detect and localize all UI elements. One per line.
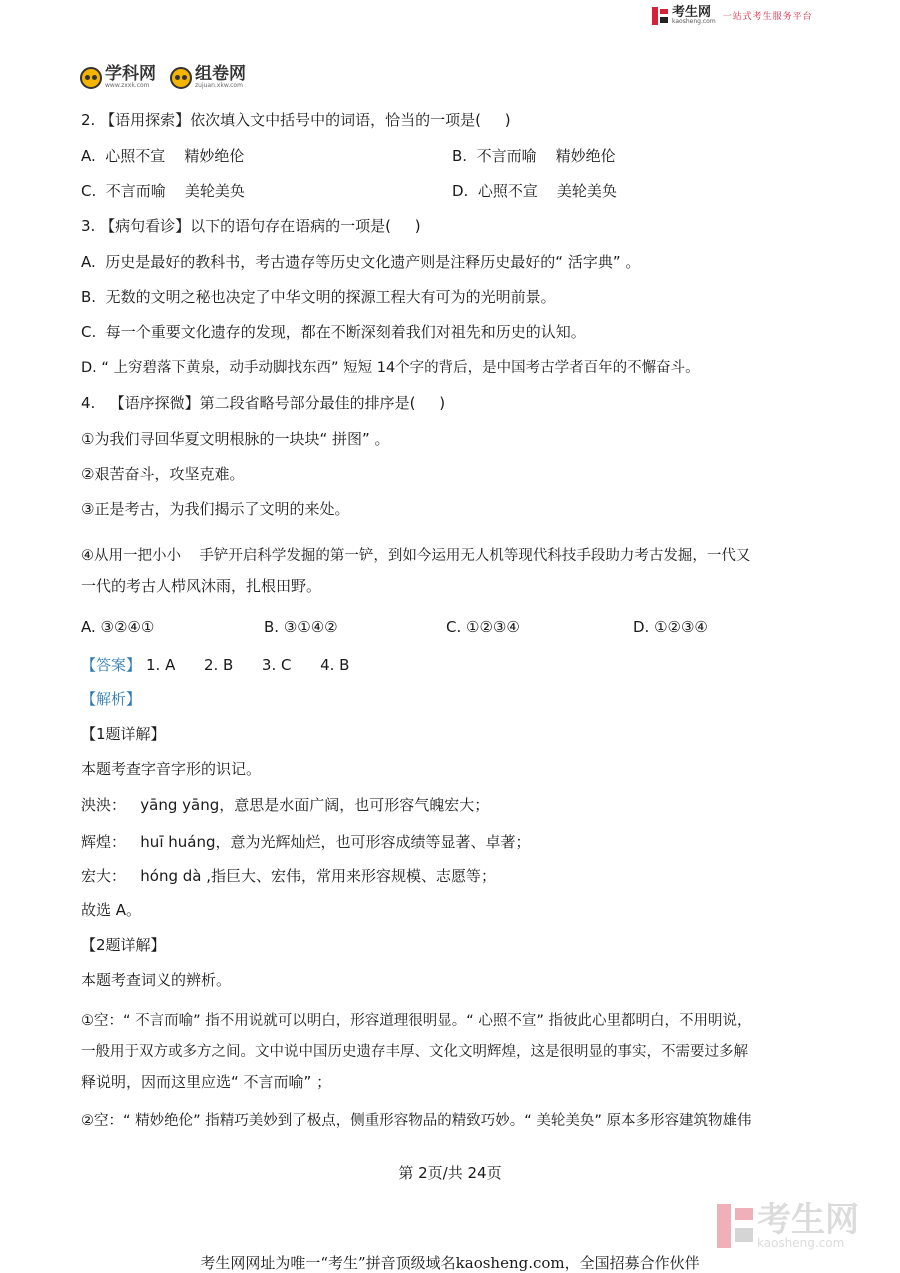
question-3-option-b: B. 无数的文明之秘也决定了中华文明的探源工程大有可为的光明前景。 <box>81 288 556 306</box>
kaosheng-brand <box>652 6 813 25</box>
question-4-item-4: ④从用一把小小 手铲开启科学发掘的第一铲，到如今运用无人机等现代科技手段助力考古发掘，一代又 <box>81 548 751 564</box>
zujuan-name: 组卷网 <box>195 64 246 84</box>
zujuan-url: zujuan.xkw.com <box>195 82 243 89</box>
zujuan-mascot-icon <box>170 67 192 89</box>
zxxk-name: 学科网 <box>105 64 156 84</box>
answer-values: 1. A 2. B 3. C 4. B <box>146 656 350 674</box>
question-3-stem: 3. 【病句看诊】以下的语句存在语病的一项是( ) <box>81 217 421 235</box>
q1-detail-word-2: 辉煌： huī huáng，意为光辉灿烂，也可形容成绩等显著、卓著； <box>81 833 531 851</box>
footer-text: 考生网网址为唯一“考生”拼音顶级域名kaosheng.com，全国招募合作伙伴 <box>200 1254 700 1272</box>
zxxk-logo <box>80 66 156 89</box>
question-4-stem: 4. 【语序探微】第二段省略号部分最佳的排序是( ) <box>81 394 446 412</box>
question-4-option-b: B. ③①④② <box>264 618 338 636</box>
zxxk-mascot-icon <box>80 67 102 89</box>
question-3-option-a: A. 历史是最好的教科书，考古遗存等历史文化遗产则是注释历史最好的“ 活字典” 。 <box>81 253 641 271</box>
q1-detail-word-1: 泱泱： yāng yāng，意思是水面广阔，也可形容气魄宏大； <box>81 796 490 814</box>
q2-detail-intro: 本题考查词义的辨析。 <box>81 971 232 989</box>
question-2-option-a: A. 心照不宣 精妙绝伦 <box>81 147 245 165</box>
brand-url: kaosheng.com <box>672 18 716 25</box>
q1-detail-word-3: 宏大： hóng dà ,指巨大、宏伟，常用来形容规模、志愿等； <box>81 867 497 885</box>
page-number: 第 2页/共 24页 <box>398 1164 502 1182</box>
question-4-option-a: A. ③②④① <box>81 618 155 636</box>
kaosheng-logo-icon <box>652 7 668 25</box>
brand-name: 考生网 <box>672 5 712 20</box>
kaosheng-watermark-icon <box>717 1204 753 1248</box>
q1-detail-title: 【1题详解】 <box>81 725 166 743</box>
question-4-item-1: ①为我们寻回华夏文明根脉的一块块“ 拼图” 。 <box>81 430 390 448</box>
q1-detail-conclusion: 故选 A。 <box>81 901 142 919</box>
watermark-url: kaosheng.com <box>757 1236 845 1250</box>
kaosheng-watermark <box>717 1200 859 1250</box>
brand-slogan: 一站式考生服务平台 <box>722 12 813 22</box>
answer-label: 【答案】 <box>81 656 142 674</box>
question-4-option-d: D. ①②③④ <box>633 618 708 636</box>
q2-detail-title: 【2题详解】 <box>81 936 166 954</box>
question-2-stem: 2. 【语用探索】依次填入文中括号中的词语，恰当的一项是( ) <box>81 111 511 129</box>
question-4-item-2: ②艰苦奋斗，攻坚克难。 <box>81 465 245 483</box>
zujuan-logo <box>170 66 246 89</box>
question-2-option-c: C. 不言而喻 美轮美奂 <box>81 182 245 200</box>
q2-detail-para1-line1: ①空：“ 不言而喻” 指不用说就可以明白，形容道理很明显。“ 心照不宣” 指彼此心里都明白，不用明说， <box>81 1013 752 1029</box>
question-4-option-c: C. ①②③④ <box>446 618 520 636</box>
question-4-item-3: ③正是考古，为我们揭示了文明的来处。 <box>81 500 350 518</box>
q2-detail-para1-line2: 一般用于双方或多方之间。文中说中国历史遗存丰厚、文化文明辉煌，这是很明显的事实，不需要过多解 <box>81 1044 748 1060</box>
question-3-option-d: D. “ 上穷碧落下黄泉，动手动脚找东西” 短短 14个字的背后，是中国考古学者百年的不懈奋斗。 <box>81 360 700 376</box>
q2-detail-para2-line1: ②空：“ 精妙绝伦” 指精巧美妙到了极点，侧重形容物品的精致巧妙。“ 美轮美奂” 原本多形容建筑物雄伟 <box>81 1113 752 1129</box>
analysis-label: 【解析】 <box>81 690 142 708</box>
q1-detail-intro: 本题考查字音字形的识记。 <box>81 760 262 778</box>
watermark-name: 考生网 <box>757 1200 859 1240</box>
partner-logos <box>80 66 246 89</box>
question-2-option-b: B. 不言而喻 精妙绝伦 <box>452 147 616 165</box>
question-2-option-d: D. 心照不宣 美轮美奂 <box>452 182 617 200</box>
question-4-item-4-cont: 一代的考古人栉风沐雨，扎根田野。 <box>81 577 322 595</box>
q2-detail-para1-line3: 释说明，因而这里应选“ 不言而喻” ； <box>81 1073 332 1091</box>
question-3-option-c: C. 每一个重要文化遗存的发现，都在不断深刻着我们对祖先和历史的认知。 <box>81 323 586 341</box>
zxxk-url: www.zxxk.com <box>105 82 150 89</box>
